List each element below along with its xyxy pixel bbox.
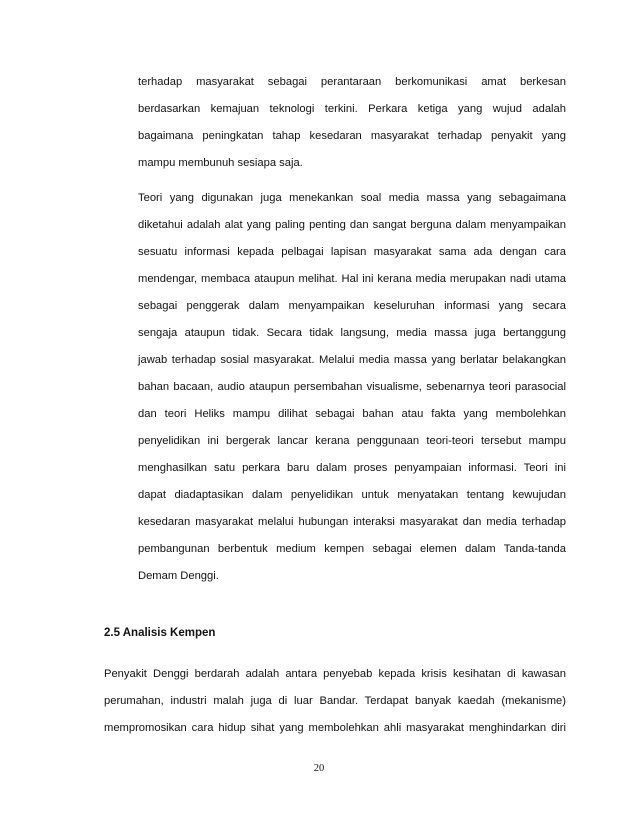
text-line: mempromosikan cara hidup sihat yang membolehkan ahli masyarakat menghindarkan diri [104, 722, 566, 734]
page-number: 20 [313, 763, 325, 774]
text-line: sebagai penggerak dalam menyampaikan keseluruhan informasi yang secara [138, 300, 566, 312]
text-line: mendengar, membaca ataupun melihat. Hal ini kerana media merupakan nadi utama [138, 273, 566, 285]
text-line: dapat diadaptasikan dalam penyelidikan untuk menyatakan tentang kewujudan [138, 489, 566, 501]
text-line: terhadap masyarakat sebagai perantaraan berkomunikasi amat berkesan [138, 76, 566, 88]
text-line: Demam Denggi. [138, 570, 219, 582]
text-line: Penyakit Denggi berdarah adalah antara penyebab kepada krisis kesihatan di kawasan [104, 668, 566, 680]
text-line: kesedaran masyarakat melalui hubungan interaksi masyarakat dan media terhadap [138, 516, 566, 528]
text-line: menghasilkan satu perkara baru dalam proses penyampaian informasi. Teori ini [138, 462, 566, 474]
text-line: diketahui adalah alat yang paling penting dan sangat berguna dalam menyampaikan [138, 219, 566, 231]
text-line: Teori yang digunakan juga menekankan soal media massa yang sebagaimana [138, 192, 566, 204]
text-line: sesuatu informasi kepada pelbagai lapisan masyarakat sama ada dengan cara [138, 246, 566, 258]
section-heading: 2.5 Analisis Kempen [104, 627, 216, 639]
text-line: jawab terhadap sosial masyarakat. Melalui media massa yang berlatar belakangkan [138, 354, 566, 366]
text-line: bagaimana peningkatan tahap kesedaran masyarakat terhadap penyakit yang [138, 130, 566, 142]
text-line: dan teori Heliks mampu dilihat sebagai bahan atau fakta yang membolehkan [138, 408, 566, 420]
text-line: sengaja ataupun tidak. Secara tidak langsung, media massa juga bertanggung [138, 327, 566, 339]
text-line: penyelidikan ini bergerak lancar kerana penggunaan teori-teori tersebut mampu [138, 435, 566, 447]
text-line: mampu membunuh sesiapa saja. [138, 157, 303, 169]
text-line: pembangunan berbentuk medium kempen sebagai elemen dalam Tanda-tanda [138, 543, 566, 555]
text-line: perumahan, industri malah juga di luar Bandar. Terdapat banyak kaedah (mekanisme) [104, 695, 566, 707]
text-line: bahan bacaan, audio ataupun persembahan visualisme, sebenarnya teori parasocial [138, 381, 566, 393]
text-line: berdasarkan kemajuan teknologi terkini. Perkara ketiga yang wujud adalah [138, 103, 566, 115]
